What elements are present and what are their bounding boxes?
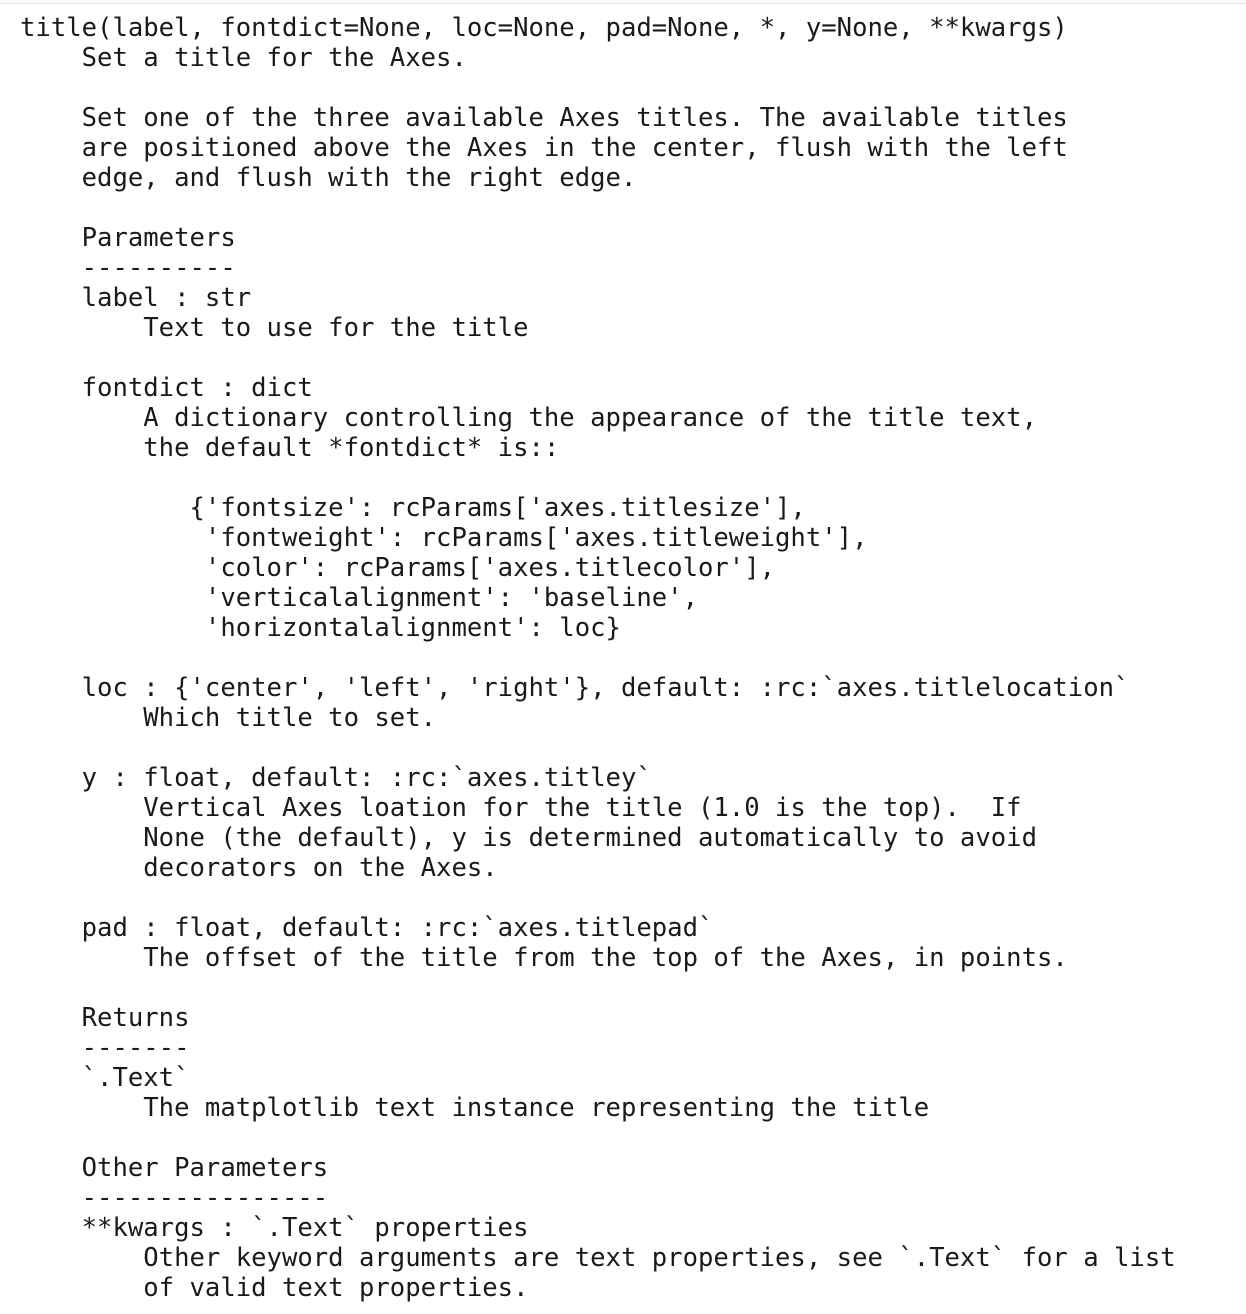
docstring-line: ---------- (20, 253, 236, 283)
docstring-line: label : str (20, 283, 252, 313)
docstring-line (20, 463, 1176, 493)
docstring-line (20, 973, 1176, 1003)
docstring-line: Text to use for the title (20, 313, 529, 343)
docstring-line: of valid text properties. (20, 1273, 529, 1303)
docstring-line: Parameters (20, 223, 236, 253)
docstring-line: The offset of the title from the top of the Axes, in points. (20, 943, 1068, 973)
docstring-line: Returns (20, 1003, 190, 1033)
docstring-line: the default *fontdict* is:: (20, 433, 560, 463)
docstring-output (20, 13, 1176, 1303)
docstring-line (20, 643, 1176, 673)
docstring-line: title(label, fontdict=None, loc=None, pad=None, *, y=None, **kwargs) (20, 13, 1068, 43)
docstring-line (20, 1123, 1176, 1153)
docstring-line: Vertical Axes loation for the title (1.0 is the top). If (20, 793, 1022, 823)
docstring-line: 'color': rcParams['axes.titlecolor'], (20, 553, 776, 583)
docstring-line: 'fontweight': rcParams['axes.titleweight'], (20, 523, 868, 553)
docstring-line: The matplotlib text instance representing the title (20, 1093, 930, 1123)
docstring-line (20, 193, 1176, 223)
docstring-line: None (the default), y is determined automatically to avoid (20, 823, 1037, 853)
docstring-line: are positioned above the Axes in the center, flush with the left (20, 133, 1068, 163)
docstring-line: edge, and flush with the right edge. (20, 163, 637, 193)
docstring-line: 'horizontalalignment': loc} (20, 613, 621, 643)
docstring-line: Other Parameters (20, 1153, 329, 1183)
top-border (0, 0, 1246, 4)
docstring-line: **kwargs : `.Text` properties (20, 1213, 529, 1243)
docstring-line: Which title to set. (20, 703, 437, 733)
docstring-line: `.Text` (20, 1063, 190, 1093)
docstring-line (20, 733, 1176, 763)
docstring-line: loc : {'center', 'left', 'right'}, default: :rc:`axes.titlelocation` (20, 673, 1130, 703)
docstring-line: decorators on the Axes. (20, 853, 498, 883)
docstring-line (20, 883, 1176, 913)
docstring-line: fontdict : dict (20, 373, 313, 403)
docstring-line: A dictionary controlling the appearance of the title text, (20, 403, 1037, 433)
docstring-line (20, 343, 1176, 373)
docstring-line: Set one of the three available Axes titles. The available titles (20, 103, 1068, 133)
docstring-line: pad : float, default: :rc:`axes.titlepad` (20, 913, 714, 943)
docstring-line: {'fontsize': rcParams['axes.titlesize'], (20, 493, 806, 523)
docstring-line: y : float, default: :rc:`axes.titley` (20, 763, 652, 793)
docstring-line: 'verticalalignment': 'baseline', (20, 583, 698, 613)
docstring-line (20, 73, 1176, 103)
docstring-line: ---------------- (20, 1183, 329, 1213)
docstring-line: ------- (20, 1033, 190, 1063)
docstring-line: Other keyword arguments are text properties, see `.Text` for a list (20, 1243, 1176, 1273)
docstring-line: Set a title for the Axes. (20, 43, 467, 73)
